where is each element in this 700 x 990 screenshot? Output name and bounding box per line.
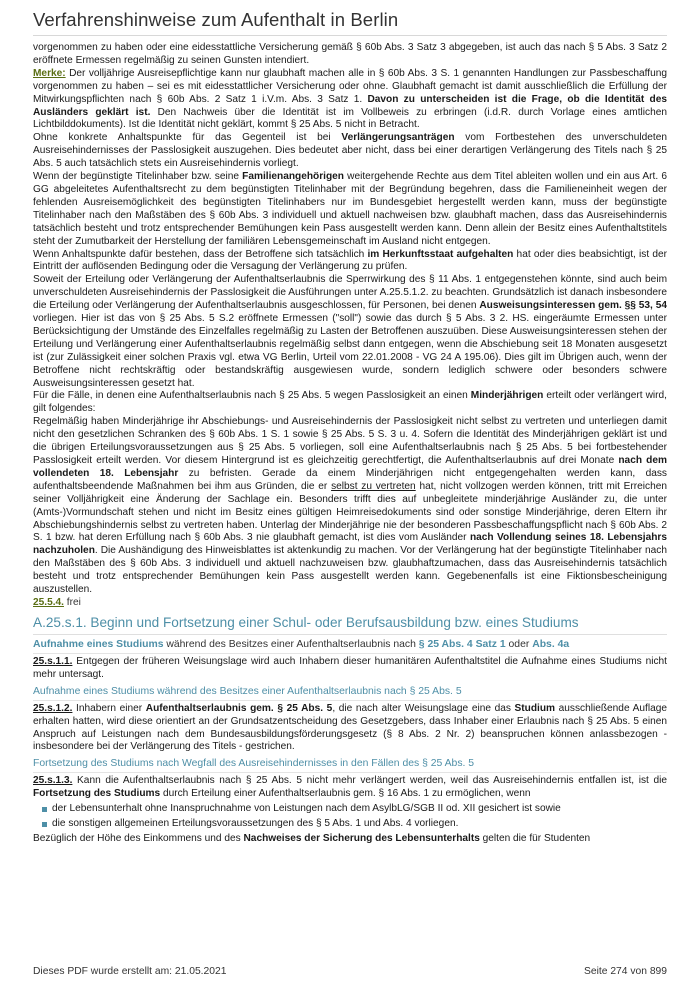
paragraph: Wenn Anhaltspunkte dafür bestehen, dass der Betroffene sich tatsächlich im Herkunftsstaat aufgehalten hat oder dies beabsichtigt, ist der Eintritt der auflösenden Bedingung oder die Versagung der Verlängerung zu prüfen. <box>33 248 667 273</box>
subsection-number: 25.s.1.1. <box>33 655 73 667</box>
paragraph: Soweit der Erteilung oder Verlängerung der Aufenthaltserlaubnis die Sperrwirkung des § 11 Abs. 1 entgegenstehen könnte, sind auch beim unverschuldeten Ausreisehindernis der Passlosigkeit die Ausführungen unter A.25.5.1.2. zu beachten. Grundsätzlich ist danach insbesondere die Erteilung oder Verlängerung der Aufenthaltserlaubnis ausgeschlossen, für Personen, bei denen Ausweisungsinteressen gem. §§ 53, 54 vorliegen. Hier ist das von § 25 Abs. 5 S.2 eröffnete Ermessen ("soll") sowie das durch § 5 Abs. 3 2. HS. eingeräumte Ermessen unter Berücksichtigung der Umstände des Einzelfalles regelmäßig zu Lasten der Betroffenen auszuüben. Diese Ausweisungsinteressen stehen der Erteilung und Verlängerung einer Aufenthaltserlaubnis regelmäßig selbst dann entgegen, wenn die Abschiebung seit 18 Monaten ausgesetzt ist (zur Zulässigkeit einer solchen Praxis vgl. etwa VG Berlin, Urteil vom 22.01.2008 - VG 24 A 195.06). Dies gilt im Übrigen auch, wenn der Betroffene nicht rechtskräftig oder bestandskräftig ausgewiesen wurde, sondern lediglich schwere oder besonders schwere Ausweisungsinteressen gesetzt hat. <box>33 274 667 389</box>
paragraph: Für die Fälle, in denen eine Aufenthaltserlaubnis nach § 25 Abs. 5 wegen Passlosigkeit an einen Minderjährigen erteilt oder verlängert wird, gilt folgendes: <box>33 390 667 415</box>
subsection-number: 25.s.1.2. <box>33 702 73 714</box>
section-number-link[interactable]: 25.5.4. <box>33 596 64 608</box>
paragraph: Ohne konkrete Anhaltspunkte für das Gegenteil ist bei Verlängerungsanträgen vom Fortbestehen des unverschuldeten Ausreisehindernisses der Passlosigkeit auszugehen. Dies bedeutet aber nicht, dass bei einer derartigen Verlängerung des Titels nach § 25 Abs. 5 auch tatsächlich stets ein Ausreisehindernis vorliegt. <box>33 132 667 170</box>
bullet-square-icon <box>42 807 47 812</box>
paragraph: Regelmäßig haben Minderjährige ihr Abschiebungs- und Ausreisehindernis der Passlosigkeit nicht selbst zu vertreten und unterliegen damit nicht den gesetzlichen Schranken des § 60b Abs. 1 S. 1 sowie § 25 Abs. 5 S. 3 u. 4. Sofern die Identität des Minderjährigen geklärt ist und die übrigen Erteilungsvoraussetzungen aus § 25 Abs. 5 vorliegen, soll eine Aufenthaltserlaubnis nach § 25 Abs. 5 bei fortbestehender Passlosigkeit erteilt werden. Vor diesem Hintergrund ist es gleichzeitig gerechtfertigt, die Aufenthaltserlaubnis auf drei Monate nach dem vollendeten 18. Lebensjahr zu befristen. Gerade da einem Minderjährigen nicht entgegengehalten werden kann, dass aufenthaltsbeendende Maßnahmen bei ihm aus Gründen, die er selbst zu vertreten hat, nicht vollzogen werden können, tritt mit Erreichen seiner Volljährigkeit eine Änderung der Sachlage ein. Besonders trifft dies auf unbegleitete minderjährige Ausländer zu, die unter (Amts-)Vormundschaft stehen und nicht im Besitz eines gültigen Heimreisedokuments sind oder sonstige Minderjährige, deren Eltern ihr Abschiebungshindernis selbst zu vertreten haben. Unterlag der Minderjährige nie der besonderen Passbeschaffungspflicht nach § 60b Abs. 2 S. 1 bzw. hat deren Erfüllung nach § 60b Abs. 3 nie glaubhaft gemacht, ist dies vom Ausländer nach Vollendung seines 18. Lebensjahrs nachzuholen. Die Aushändigung des Hinweisblattes ist aktenkundig zu machen. Vor der Verlängerung hat der begünstigte Titelinhaber nach den Maßstäben des § 60b Abs. 3 individuell und aktuell nachzuweisen bzw. glaubhaftzumachen, dass das Ausreisehindernis tatsächlich besteht und trotz entsprechender Bemühungen kein Pass ausgestellt werden kann. Gegebenenfalls ist eine Fiktionsbescheinigung auszustellen. <box>33 416 668 596</box>
merke-label: Merke: <box>33 67 66 79</box>
paragraph: 25.s.1.2. Inhabern einer Aufenthaltserlaubnis gem. § 25 Abs. 5, die nach alter Weisungslage eine das Studium ausschließende Auflage erhalten hatten, wird diese orientiert an der Grundsatzentscheidung des Gesetzgebers, dass Inhaber einer Erlaubnis nach § 25 Abs. 5 einen Anspruch auf Leistungen nach dem Bundesausbildungsförderungsgesetz (§ 8 Abs. 2 Nr. 2) beanspruchen können anlassbezogen - insbesondere bei der Verlängerung des Titels - gestrichen. <box>33 702 667 753</box>
list-item: die sonstigen allgemeinen Erteilungsvoraussetzungen des § 5 Abs. 1 und Abs. 4 vorliegen. <box>33 818 667 831</box>
bullet-square-icon <box>42 822 47 827</box>
paragraph: vorgenommen zu haben oder eine eidesstattliche Versicherung gemäß § 60b Abs. 3 Satz 3 abgegeben, ist auch das nach § 5 Abs. 3 Satz 2 eröffnete Ermessen regelmäßig zu seinen Gunsten intendiert. <box>33 42 667 66</box>
paragraph: 25.s.1.1. Entgegen der früheren Weisungslage wird auch Inhabern dieser humanitären Aufenthaltstitel die Aufnahme eines Studiums nicht mehr untersagt. <box>33 655 667 680</box>
paragraph: Bezüglich der Höhe des Einkommens und des Nachweises der Sicherung des Lebensunterhalts gelten die für Studenten <box>33 832 591 844</box>
subsection-heading: Aufnahme eines Studiums während des Besitzes einer Aufenthaltserlaubnis nach § 25 Abs. 4 Satz 1 oder Abs. 4a <box>33 638 667 654</box>
footer-page-number: Seite 274 von 899 <box>583 966 667 977</box>
subsection-number: 25.s.1.3. <box>33 775 73 787</box>
subsection-heading: Aufnahme eines Studiums während des Besitzes einer Aufenthaltserlaubnis nach § 25 Abs. 5 <box>33 685 667 701</box>
list-item: der Lebensunterhalt ohne Inanspruchnahme von Leistungen nach dem AsylbLG/SGB II od. XII gesichert ist sowie <box>33 803 667 816</box>
document-body <box>33 42 667 846</box>
paragraph: 25.5.4. frei <box>33 596 81 608</box>
subsection-heading: Fortsetzung des Studiums nach Wegfall des Ausreisehindernisses in den Fällen des § 25 Abs. 5 <box>33 757 667 773</box>
footer-created-date: Dieses PDF wurde erstellt am: 21.05.2021 <box>33 966 227 977</box>
paragraph: 25.s.1.3. Kann die Aufenthaltserlaubnis nach § 25 Abs. 5 nicht mehr verlängert werden, weil das Ausreisehindernis entfallen ist, ist die Fortsetzung des Studiums durch Erteilung einer Aufenthaltserlaubnis gem. § 16 Abs. 1 zu ermöglichen, wenn <box>33 775 667 800</box>
paragraph-merke: Merke: Der volljährige Ausreisepflichtige kann nur glaubhaft machen alle in § 60b Abs. 3 S. 1 genannten Handlungen zur Passbeschaffung vorgenommen zu haben – sei es mit eidesstattlicher Versicherung oder ohne. Glaubhaft gemacht ist damit ausschließlich die Erfüllung der Mitwirkungspflichten nach § 60b Abs. 2 Satz 1 i.V.m. Abs. 3 Satz 1. Davon zu unterscheiden ist die Frage, ob die Identität des Ausländers geklärt ist. Den Nachweis über die Identität ist im Vollbeweis zu erbringen (i.d.R. durch Vorlage eines amtlichen Lichtbilddokuments). Ist die Identität nicht geklärt, kommt § 25 Abs. 5 nicht in Betracht. <box>33 67 668 131</box>
paragraph: Wenn der begünstigte Titelinhaber bzw. seine Familienangehörigen weitergehende Rechte aus dem Titel ableiten wollen und ein aus Art. 6 GG abgeleitetes Aufenthaltsrecht zu dem begünstigten Titelinhaber mit der Begründung begehren, dass die Familieneinheit wegen der fehlenden Ausreisemöglichkeit des begünstigten Titelinhabers nur im Bundesgebiet hergestellt werden kann, muss der begünstigte Titelinhaber nach den Maßstäben des § 60b Abs. 3 individuell und aktuell nachweisen bzw. glaubhaft machen, dass das Ausreisehindernis tatsächlich besteht und trotz entsprechender Bemühungen kein Pass ausgestellt werden kann. Denn allein der Besitz eines Aufenthaltstitels steht der Zumutbarkeit der Herstellung der familiären Lebensgemeinschaft im Ausland nicht entgegen. <box>33 171 667 247</box>
section-heading: A.25.s.1. Beginn und Fortsetzung einer Schul- oder Berufsausbildung bzw. eines Studiums <box>33 615 667 635</box>
page-footer <box>33 966 667 977</box>
page-title: Verfahrenshinweise zum Aufenthalt in Berlin <box>33 9 667 36</box>
